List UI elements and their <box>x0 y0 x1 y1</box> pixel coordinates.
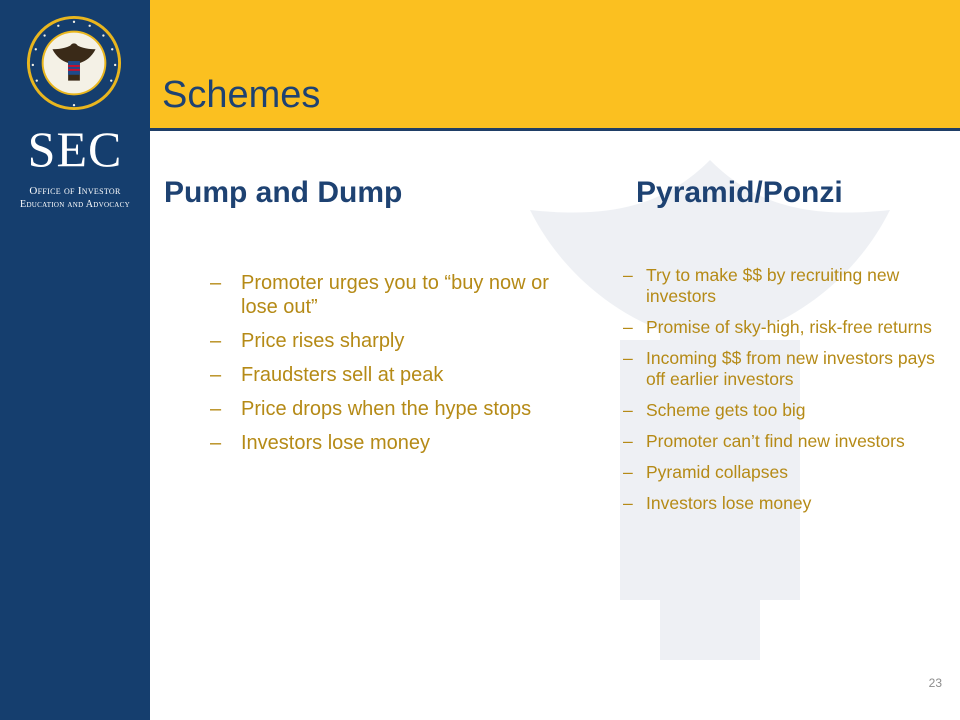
dash-bullet: – <box>623 265 633 285</box>
list-item <box>623 317 943 338</box>
list-item-text: Price drops when the hype stops <box>241 398 532 420</box>
list-item <box>623 348 943 390</box>
list-item-text: Pyramid collapses <box>646 462 788 482</box>
list-item-text: Price rises sharply <box>241 330 405 352</box>
list-item-text: Fraudsters sell at peak <box>241 364 444 386</box>
list-item <box>623 265 943 307</box>
sec-seal-logo <box>25 14 123 112</box>
list-item-text: Investors lose money <box>646 493 812 513</box>
dash-bullet: – <box>623 493 633 513</box>
dash-bullet: – <box>210 398 222 420</box>
pump-and-dump-list <box>210 271 550 465</box>
list-item <box>210 431 550 455</box>
list-item <box>210 271 550 319</box>
dash-bullet: – <box>623 462 633 482</box>
list-item <box>623 431 943 452</box>
list-item-text: Promoter urges you to “buy now or lose out” <box>241 272 549 318</box>
list-item-text: Promoter can’t find new investors <box>646 431 905 451</box>
dash-bullet: – <box>210 272 222 294</box>
dash-bullet: – <box>210 330 222 352</box>
list-item-text: Scheme gets too big <box>646 400 806 420</box>
dash-bullet: – <box>623 431 633 451</box>
dash-bullet: – <box>623 348 633 368</box>
dash-bullet: – <box>210 432 222 454</box>
dash-bullet: – <box>623 400 633 420</box>
list-item-text: Incoming $$ from new investors pays off earlier investors <box>646 348 935 389</box>
list-item <box>623 400 943 421</box>
list-item <box>210 329 550 353</box>
list-item <box>210 363 550 387</box>
office-name <box>0 184 150 212</box>
pyramid-ponzi-list <box>623 265 943 524</box>
list-item-text: Try to make $$ by recruiting new investors <box>646 265 900 306</box>
heading-pump-and-dump: Pump and Dump <box>164 176 403 209</box>
dash-bullet: – <box>210 364 222 386</box>
slide-title: Schemes <box>162 74 321 116</box>
office-name-line2: Education and Advocacy <box>20 199 130 210</box>
sec-acronym: SEC <box>27 121 123 177</box>
list-item-text: Promise of sky-high, risk-free returns <box>646 317 932 337</box>
list-item <box>210 397 550 421</box>
page-number: 23 <box>928 676 942 690</box>
office-name-line1: Office of Investor <box>29 185 121 197</box>
list-item <box>623 493 943 514</box>
sidebar <box>0 0 150 720</box>
list-item-text: Investors lose money <box>241 432 430 454</box>
dash-bullet: – <box>623 317 633 337</box>
list-item <box>623 462 943 483</box>
heading-pyramid-ponzi: Pyramid/Ponzi <box>636 176 843 209</box>
